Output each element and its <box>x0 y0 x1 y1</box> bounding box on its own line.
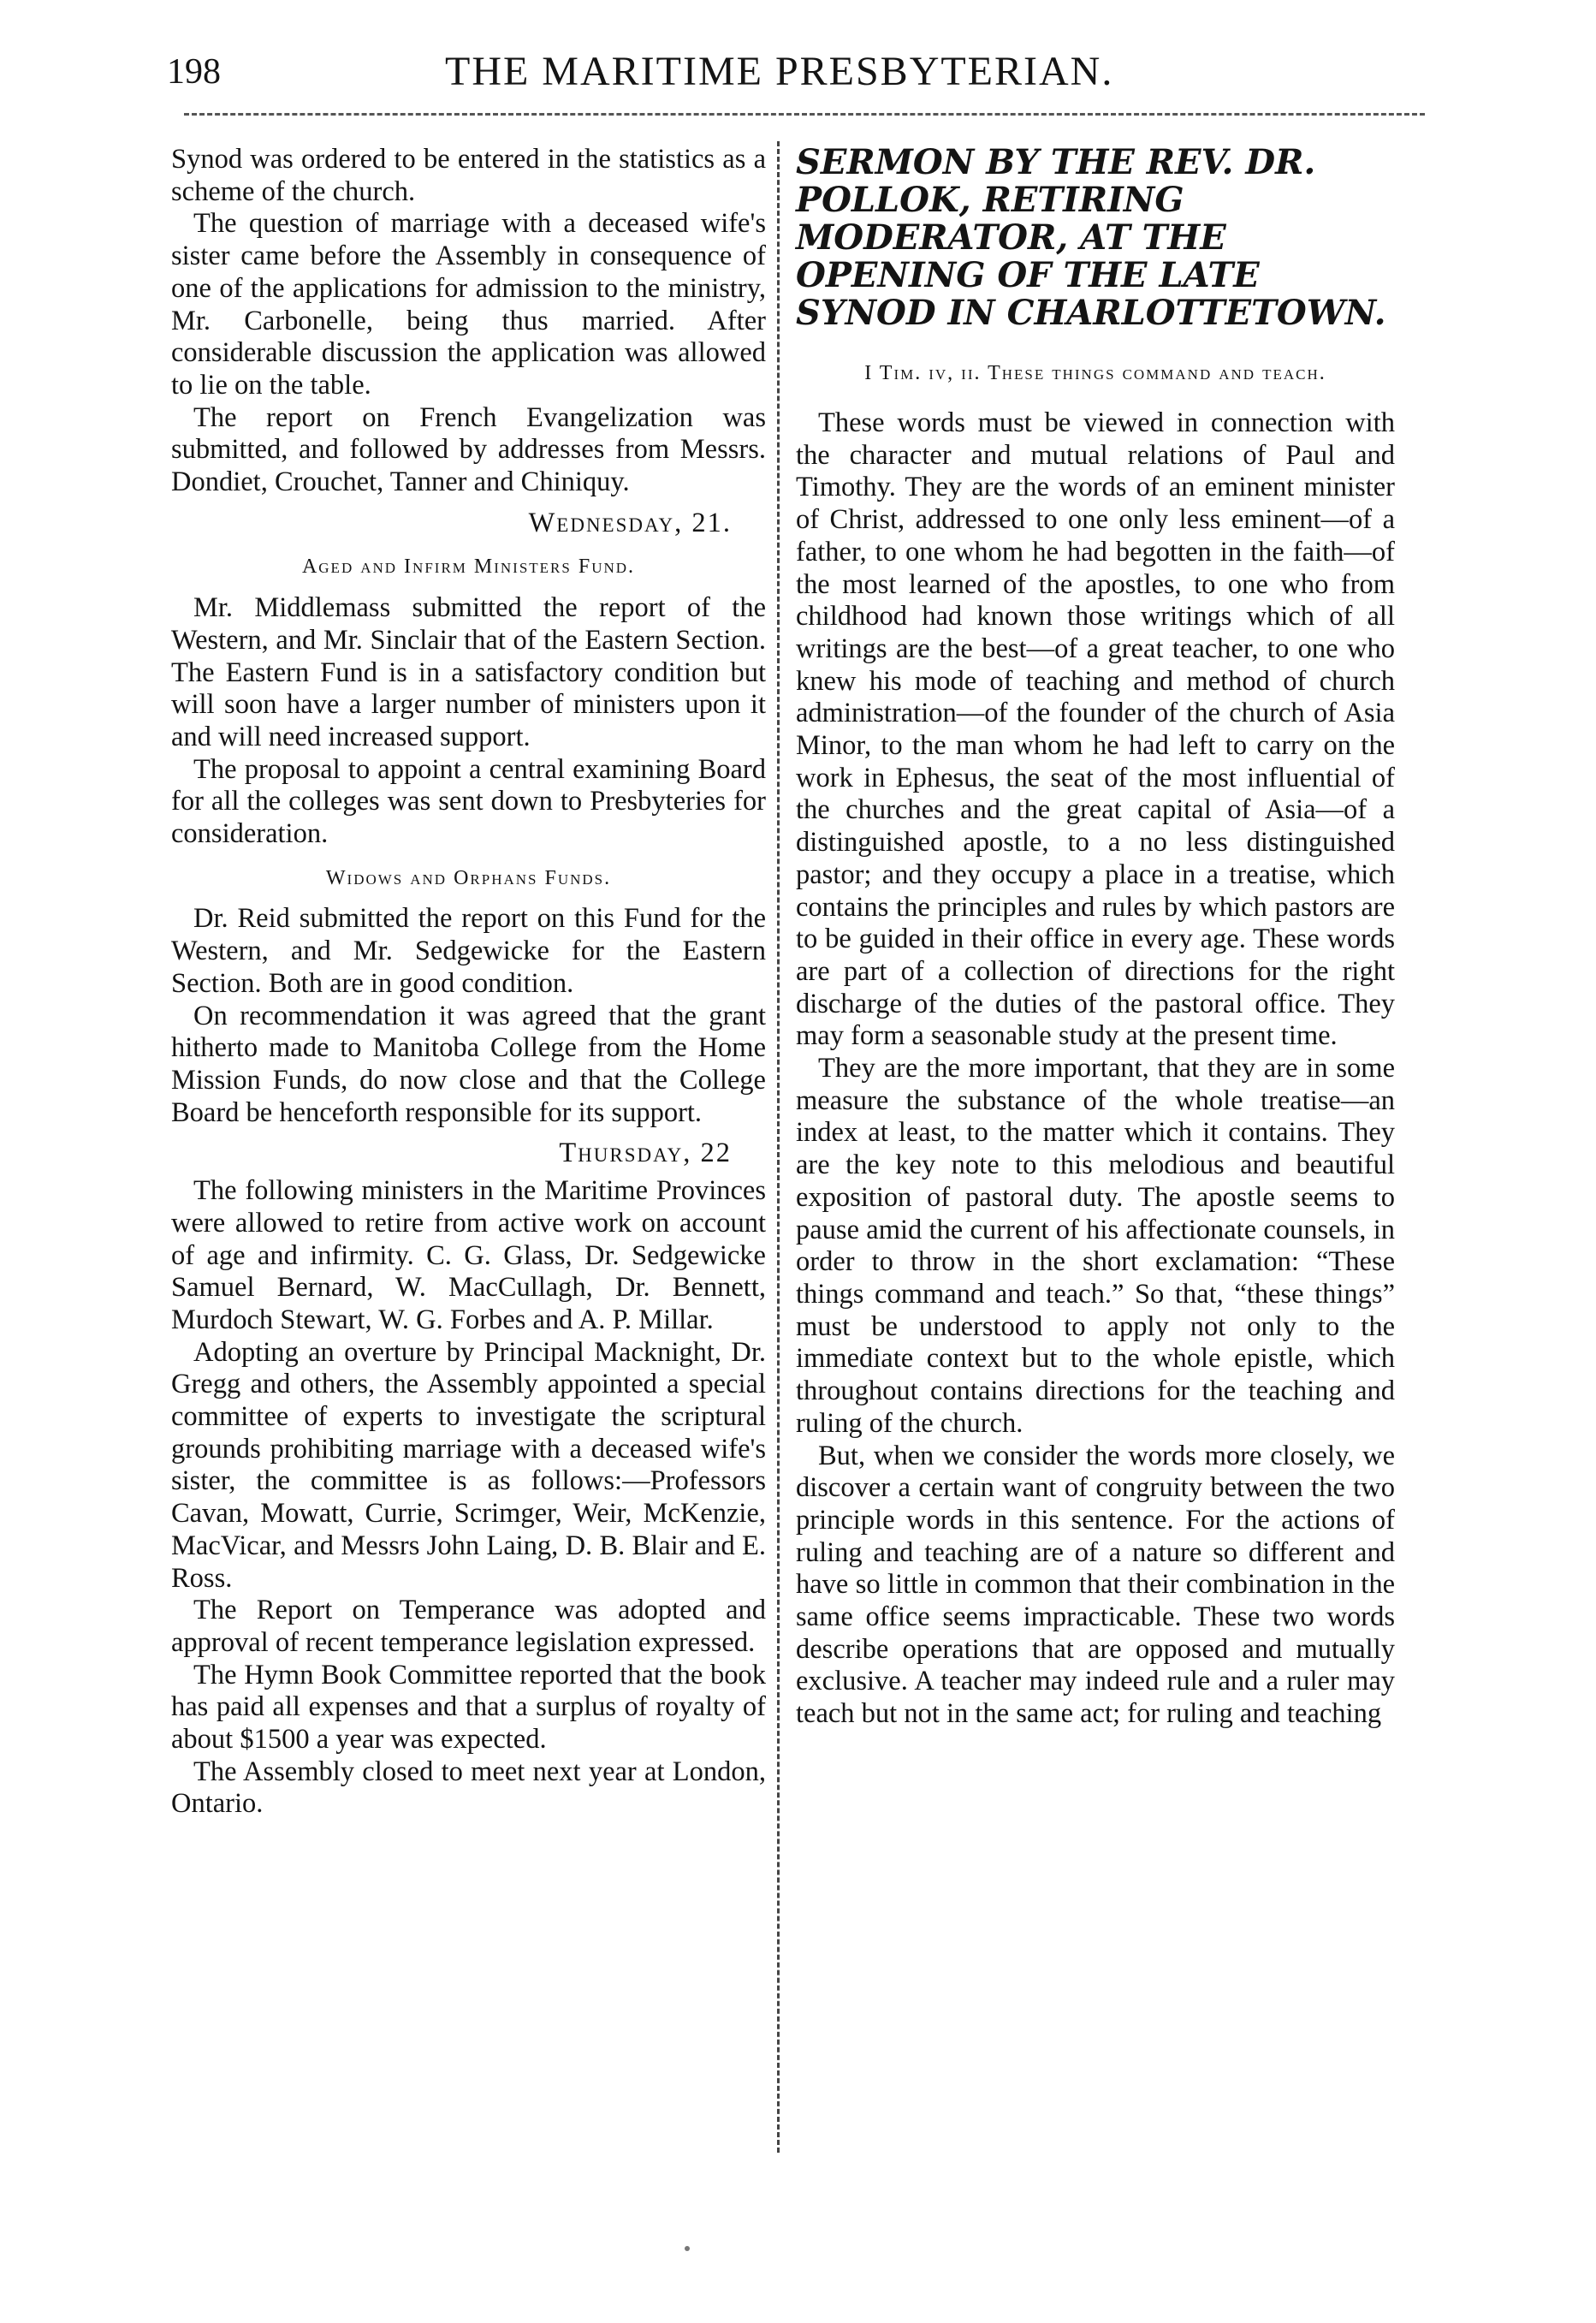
page-number: 198 <box>167 52 221 92</box>
paragraph: Adopting an overture by Principal Macknight, Dr. Gregg and others, the Assembly appointed a special committee of experts to investigate the scriptural grounds prohibiting marriage with a deceased wife's sister, the committee is as follows:—Professors Cavan, Mowatt, Currie, Scrimger, Weir, McKenzie, MacVicar, and Messrs John Laing, D. B. Blair and E. Ross. <box>171 1336 766 1594</box>
paragraph: The proposal to appoint a central examining Board for all the colleges was sent down to Presbyteries for consideration. <box>171 753 766 850</box>
paragraph: On recommendation it was agreed that the grant hitherto made to Manitoba College from the Home Mission Funds, do now close and that the College Board be henceforth responsible for its support. <box>171 1000 766 1128</box>
sermon-title: SERMON BY THE REV. DR. POLLOK, RETIRING MODERATOR, AT THE OPENING OF THE LATE SYNOD IN CHARLOTTETOWN. <box>796 142 1386 333</box>
paragraph: The Assembly closed to meet next year at London, Ontario. <box>171 1756 766 1820</box>
date-heading-wednesday: Wednesday, 21. <box>528 507 732 538</box>
date-heading-thursday: Thursday, 22 <box>559 1138 732 1169</box>
scripture-reference: I Tim. iv, ii. These things command and teach. <box>864 362 1326 384</box>
page-speck <box>685 2246 690 2251</box>
paragraph: The following ministers in the Maritime Provinces were allowed to retire from active work on account of age and infirmity. C. G. Glass, Dr. Sedgewicke Samuel Bernard, W. MacCullagh, Dr. Bennett, Murdoch Stewart, W. G. Forbes and A. P. Millar. <box>171 1175 766 1335</box>
right-column <box>796 144 1395 1731</box>
left-column <box>171 144 766 1821</box>
paragraph: These words must be viewed in connection with the character and mutual relations of Paul and Timothy. They are the words of an eminent minister of Christ, addressed to one only less eminent—of a father, to one whom he had begotten in the faith—of the most learned of the apostles, to one who from childhood had known those writings which of all writings are the best—of a great teacher, to one who knew his mode of teaching and method of church administration—of the founder of the church of Asia Minor, to the man whom he had left to carry on the work in Ephesus, the seat of the most influential of the churches and the great capital of Asia—of a distinguished apostle, to a no less distinguished pastor; and they occupy a place in a treatise, which contains the principles and rules by which pastors are to be guided in their office in every age. These words are part of a collection of directions for the right discharge of the duties of the pastoral office. They may form a seasonable study at the present time. <box>796 407 1395 1052</box>
page-header <box>0 34 1596 111</box>
paragraph: Synod was ordered to be entered in the statistics as a scheme of the church. <box>171 144 766 207</box>
paragraph: The Hymn Book Committee reported that the book has paid all expenses and that a surplus of royalty of about $1500 a year was expected. <box>171 1659 766 1756</box>
section-heading-aged-infirm: Aged and Infirm Ministers Fund. <box>301 556 636 579</box>
paragraph: They are the more important, that they are in some measure the substance of the whole treatise—an index at least, to the matter which it contains. They are the key note to this melodious and beautiful exposition of pastoral duty. The apostle seems to pause amid the current of his affectionate counsels, in order to throw in the short exclamation: “These things command and teach.” So that, “these things” must be understood to apply not only to the immediate context but to the whole epistle, which throughout contains directions for the teaching and ruling of the church. <box>796 1053 1395 1439</box>
paragraph: The Report on Temperance was adopted and approval of recent temperance legislation expressed. <box>171 1595 766 1658</box>
paragraph: But, when we consider the words more closely, we discover a certain want of congruity between the two principle words in this sentence. For the actions of ruling and teaching are of a nature so different and have so little in common that their combination in the same office seems impracticable. These two words describe operations that are opposed and mutually exclusive. A teacher may indeed rule and a ruler may teach but not in the same act; for ruling and teaching <box>796 1440 1395 1730</box>
paragraph: The report on French Evangelization was submitted, and followed by addresses from Messrs. Dondiet, Crouchet, Tanner and Chiniquy. <box>171 401 766 498</box>
paragraph: Dr. Reid submitted the report on this Fund for the Western, and Mr. Sedgewicke for the Eastern Section. Both are in good condition. <box>171 903 766 999</box>
running-title: THE MARITIME PRESBYTERIAN. <box>445 49 1114 94</box>
header-rule <box>184 113 1425 116</box>
paragraph: The question of marriage with a deceased wife's sister came before the Assembly in consequence of one of the applications for admission to the ministry, Mr. Carbonelle, being thus married. After considerable discussion the application was allowed to lie on the table. <box>171 208 766 401</box>
section-heading-widows-orphans: Widows and Orphans Funds. <box>325 866 612 889</box>
column-divider <box>777 141 780 2153</box>
paragraph: Mr. Middlemass submitted the report of the Western, and Mr. Sinclair that of the Eastern Section. The Eastern Fund is in a satisfactory condition but will soon have a larger number of ministers upon it and will need increased support. <box>171 592 766 752</box>
